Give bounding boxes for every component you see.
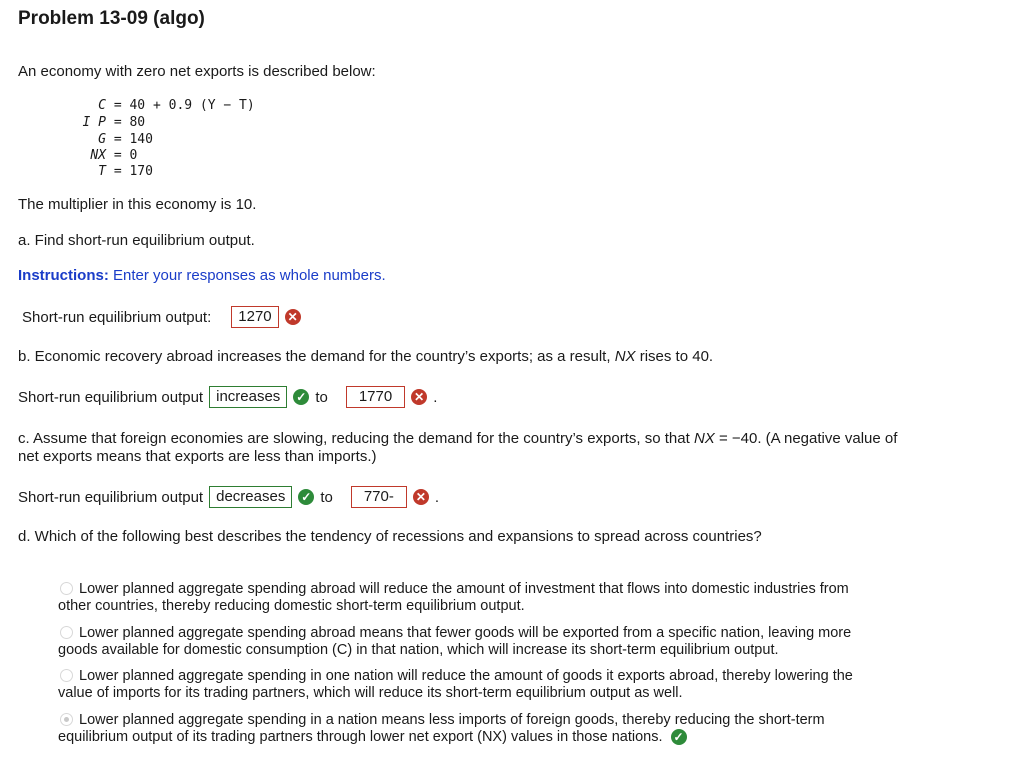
- part-a-answer-row: [22, 306, 301, 328]
- equation-nx: NX = 0: [90, 148, 138, 163]
- part-d-question: d. Which of the following best describes the tendency of recessions and expansions to spread across countries?: [18, 528, 762, 545]
- correct-icon: ✓: [298, 489, 314, 505]
- equation-c: C = 40 + 0.9 (Y − T): [98, 98, 255, 113]
- part-c-question-line2: net exports means that exports are less than imports.): [18, 448, 377, 465]
- instructions-text: Enter your responses as whole numbers.: [113, 267, 386, 284]
- page-title: Problem 13-09 (algo): [18, 8, 205, 29]
- instructions-label: Instructions:: [18, 267, 109, 284]
- radio-button[interactable]: [60, 582, 73, 595]
- incorrect-icon: ✕: [285, 309, 301, 325]
- instructions: [18, 267, 386, 284]
- radio-button[interactable]: [60, 669, 73, 682]
- correct-icon: ✓: [671, 729, 687, 745]
- part-b-question: b. Economic recovery abroad increases the demand for the country’s exports; as a result, NX rises to 40.: [18, 348, 714, 365]
- part-c-question-line1: c. Assume that foreign economies are slowing, reducing the demand for the country’s exports, so that NX = −40. (A negative value of: [18, 430, 898, 447]
- part-b-to-text: to: [315, 388, 328, 406]
- part-a-answer-input[interactable]: 1270: [231, 306, 278, 328]
- multiplier-text: The multiplier in this economy is 10.: [18, 196, 257, 213]
- equation-g: G = 140: [98, 132, 153, 147]
- answer-option-1[interactable]: Lower planned aggregate spending abroad will reduce the amount of investment that flows into domestic industries from other countries, thereby reducing domestic short-term equilibrium output.: [58, 581, 849, 614]
- part-b-value-input[interactable]: 1770: [346, 386, 405, 408]
- part-c-period: .: [434, 488, 440, 506]
- answer-option-2[interactable]: Lower planned aggregate spending abroad means that fewer goods will be exported from a specific nation, leaving more goods available for domestic consumption (C) in that nation, which will increase its short-term equilibrium output.: [58, 625, 852, 658]
- incorrect-icon: ✕: [411, 389, 427, 405]
- incorrect-icon: ✕: [413, 489, 429, 505]
- equation-t: T = 170: [98, 164, 153, 179]
- part-b-answer-label: Short-run equilibrium output: [18, 388, 204, 406]
- intro-text: An economy with zero net exports is described below:: [18, 63, 376, 80]
- part-b-direction-select[interactable]: increases: [209, 386, 287, 408]
- part-c-to-text: to: [320, 488, 333, 506]
- radio-button-selected[interactable]: [60, 713, 73, 726]
- radio-button[interactable]: [60, 626, 73, 639]
- part-c-answer-row: [18, 486, 439, 508]
- part-a-answer-label: Short-run equilibrium output:: [22, 308, 212, 326]
- part-b-answer-row: [18, 386, 437, 408]
- part-c-answer-label: Short-run equilibrium output: [18, 488, 204, 506]
- correct-icon: ✓: [293, 389, 309, 405]
- part-b-period: .: [433, 388, 438, 406]
- part-c-value-input[interactable]: 770-: [351, 486, 407, 508]
- answer-option-4[interactable]: Lower planned aggregate spending in a nation means less imports of foreign goods, thereby reducing the short-term equilibrium output of its trading partners through lower net export (NX) values in those nations. ✓: [58, 712, 825, 745]
- answer-option-3[interactable]: Lower planned aggregate spending in one nation will reduce the amount of goods it exports abroad, thereby lowering the value of imports for its trading partners, which will reduce its short-term equilibrium output as well.: [58, 668, 853, 701]
- equation-ip: I P = 80: [82, 115, 146, 130]
- part-c-direction-select[interactable]: decreases: [209, 486, 292, 508]
- part-a-question: a. Find short-run equilibrium output.: [18, 232, 255, 249]
